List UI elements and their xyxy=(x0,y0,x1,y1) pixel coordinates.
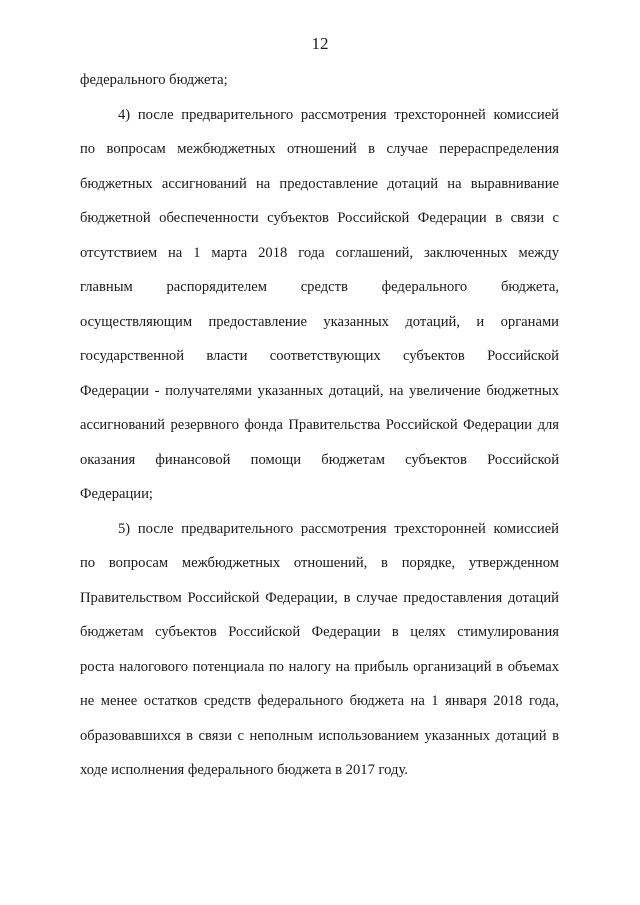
text-line: осуществляющим предоставление указанных дотаций, и органами xyxy=(80,313,559,330)
text-line: Федерации - получателями указанных дотаций, на увеличение бюджетных xyxy=(80,382,559,399)
text-line: 4) после предварительного рассмотрения трехсторонней комиссией xyxy=(118,106,559,123)
text-line: бюджетных ассигнований на предоставление дотаций на выравнивание xyxy=(80,175,559,192)
text-line: по вопросам межбюджетных отношений, в порядке, утвержденном xyxy=(80,555,559,571)
paragraph-item-5 xyxy=(80,518,559,794)
text-line: государственной власти соответствующих субъектов Российской xyxy=(80,348,559,364)
text-line: образовавшихся в связи с неполным использованием указанных дотаций в xyxy=(80,727,559,744)
paragraph-item-4 xyxy=(80,104,559,518)
text-line: ходе исполнения федерального бюджета в 2017 году. xyxy=(80,762,408,778)
text-line: Федерации; xyxy=(80,486,153,502)
page-number: 12 xyxy=(311,34,329,53)
text-line: ассигнований резервного фонда Правительства Российской Федерации для xyxy=(80,417,559,433)
text-line: бюджетам субъектов Российской Федерации в целях стимулирования xyxy=(80,624,559,640)
paragraph-continuation xyxy=(80,69,559,104)
text-line: 5) после предварительного рассмотрения трехсторонней комиссией xyxy=(118,520,559,537)
text-line: по вопросам межбюджетных отношений в случае перераспределения xyxy=(80,141,559,157)
text-line: роста налогового потенциала по налогу на прибыль организаций в объемах xyxy=(80,658,559,675)
text-line: не менее остатков средств федерального бюджета на 1 января 2018 года, xyxy=(80,693,559,709)
text-line: федерального бюджета; xyxy=(80,72,228,88)
document-body xyxy=(80,69,559,794)
text-line: оказания финансовой помощи бюджетам субъектов Российской xyxy=(80,451,559,468)
text-line: главным распорядителем средств федерального бюджета, xyxy=(80,279,559,295)
text-line: отсутствием на 1 марта 2018 года соглашений, заключенных между xyxy=(80,244,559,261)
text-line: Правительством Российской Федерации, в случае предоставления дотаций xyxy=(80,589,559,606)
text-line: бюджетной обеспеченности субъектов Российской Федерации в связи с xyxy=(80,210,559,226)
